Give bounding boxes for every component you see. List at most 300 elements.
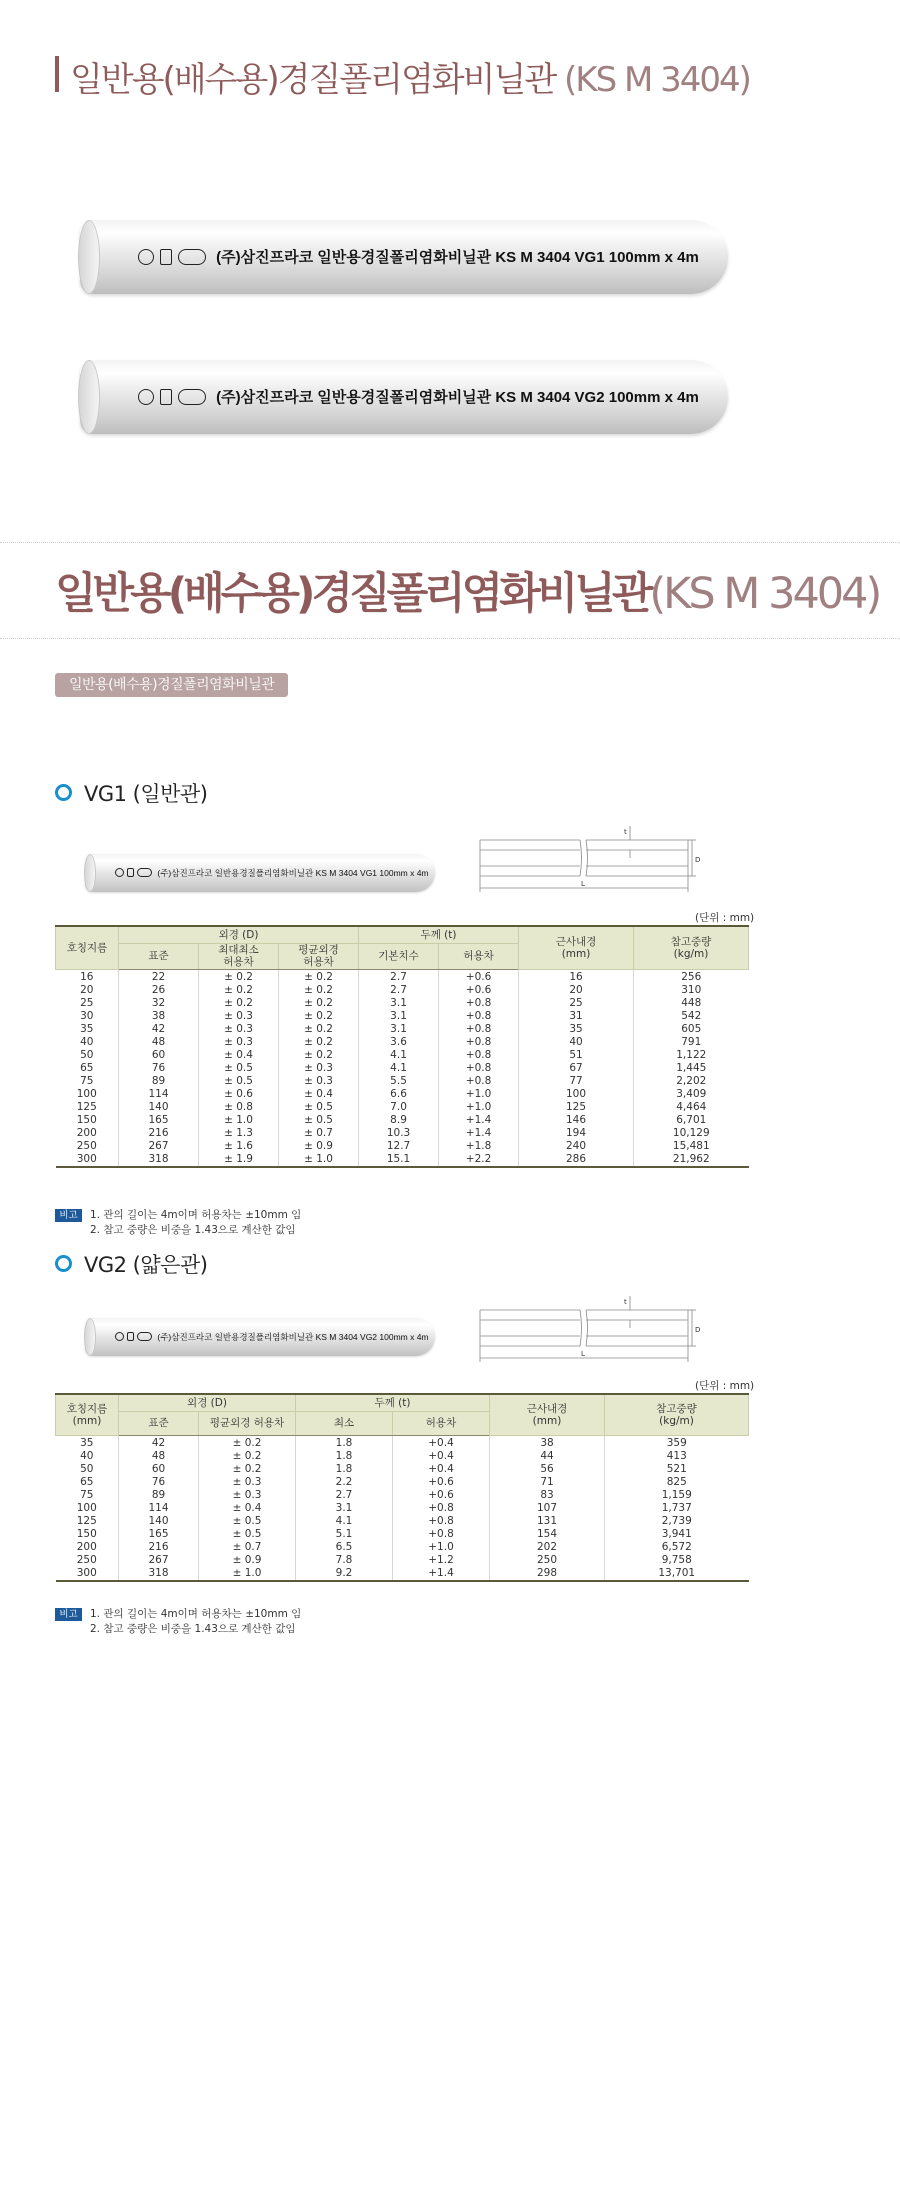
table-cell: +0.8 — [439, 1010, 519, 1023]
table-cell: 40 — [80, 1035, 94, 1048]
th-thickness: 두께 (t) — [296, 1394, 490, 1411]
table-cell: 48 — [119, 1036, 199, 1049]
table-cell: +0.8 — [393, 1502, 490, 1515]
table-cell: +1.2 — [393, 1554, 490, 1567]
cert-mark-icon — [115, 868, 124, 877]
table-cell: +0.4 — [393, 1450, 490, 1463]
table-cell: 20 — [519, 984, 634, 997]
table-cell: 300 — [56, 1567, 119, 1581]
table-cell: 65 — [80, 1475, 94, 1488]
drawing-label-d: D — [695, 1326, 701, 1334]
th-avg-od-tol: 평균외경 허용차 — [199, 1411, 296, 1435]
table-cell: 359 — [605, 1435, 749, 1450]
table-cell: 38 — [490, 1435, 605, 1450]
table-cell: +0.8 — [393, 1515, 490, 1528]
section-divider — [0, 542, 900, 543]
table-cell: 125 — [519, 1101, 634, 1114]
pipe-product: 일반용경질폴리염화비닐관 — [317, 249, 492, 266]
pipe-company: (주)삼진프라코 — [216, 249, 314, 266]
table-cell: 75 — [80, 1488, 94, 1501]
table-cell: 250 — [490, 1554, 605, 1567]
table-cell: +0.6 — [439, 984, 519, 997]
table-cell: 267 — [119, 1554, 199, 1567]
th-thickness: 두께 (t) — [359, 926, 519, 943]
table-cell: 8.9 — [359, 1114, 439, 1127]
table-cell: 521 — [605, 1463, 749, 1476]
th-inner-label: 근사내경 — [526, 1402, 568, 1415]
table-cell: 16 — [519, 969, 634, 984]
table-row — [56, 1450, 749, 1463]
table-cell: 448 — [634, 997, 749, 1010]
drawing-label-t: t — [624, 828, 627, 836]
th-max-min-tol: 최대최소 허용차 — [199, 943, 279, 969]
note-line-2: 2. 참고 중량은 비중을 1.43으로 계산한 값임 — [90, 1224, 296, 1236]
table-cell: 200 — [76, 1540, 97, 1553]
table-cell: 6.6 — [359, 1088, 439, 1101]
pipe-image-vg1 — [80, 220, 728, 294]
pipe-spec: KS M 3404 VG1 100mm x 4m — [495, 249, 699, 266]
table-cell: 100 — [519, 1088, 634, 1101]
table-cell: ± 0.2 — [279, 1010, 359, 1023]
table-cell: 3,409 — [634, 1088, 749, 1101]
table-cell: 107 — [490, 1502, 605, 1515]
table-cell: +0.6 — [393, 1489, 490, 1502]
table-cell: 4.1 — [296, 1515, 393, 1528]
table-cell: 605 — [634, 1023, 749, 1036]
table-cell: 76 — [119, 1476, 199, 1489]
cert-mark-icon — [138, 249, 154, 265]
pipe-company: (주)삼진프라코 — [216, 389, 314, 406]
table-cell: +1.4 — [439, 1114, 519, 1127]
table-cell: ± 0.3 — [279, 1075, 359, 1088]
table-cell: 15.1 — [359, 1153, 439, 1167]
pipe-product: 일반용경질폴리염화비닐관 — [214, 1332, 314, 1342]
table-cell: 1,122 — [634, 1049, 749, 1062]
spec-table-vg1 — [55, 925, 749, 1168]
table-cell: ± 0.5 — [199, 1062, 279, 1075]
drawing-label-l: L — [581, 1350, 585, 1358]
table-cell: 71 — [490, 1476, 605, 1489]
table-cell: 51 — [519, 1049, 634, 1062]
table-cell: 825 — [605, 1476, 749, 1489]
ks-mark-icon — [127, 1332, 134, 1341]
main-title — [55, 560, 879, 621]
table-cell: ± 0.3 — [199, 1489, 296, 1502]
table-cell: ± 1.3 — [199, 1127, 279, 1140]
table-cell: ± 0.3 — [199, 1023, 279, 1036]
pipe-company: (주)삼진프라코 — [157, 868, 213, 878]
table-cell: 200 — [76, 1126, 97, 1139]
table-cell: ± 0.3 — [199, 1010, 279, 1023]
table-cell: 216 — [119, 1541, 199, 1554]
table-row — [56, 1153, 749, 1167]
table-cell: 67 — [519, 1062, 634, 1075]
table-cell: ± 0.2 — [199, 984, 279, 997]
th-od: 외경 (D) — [119, 1394, 296, 1411]
table-cell: 100 — [76, 1501, 97, 1514]
spec-table-vg2 — [55, 1393, 749, 1582]
table-cell: 1,737 — [605, 1502, 749, 1515]
table-row — [56, 1541, 749, 1554]
table-cell: 3.1 — [359, 1023, 439, 1036]
pipe-print-vg1 — [138, 246, 699, 267]
company-logo-icon — [137, 868, 152, 877]
table-cell: 40 — [519, 1036, 634, 1049]
table-cell: ± 0.5 — [199, 1528, 296, 1541]
table-cell: 77 — [519, 1075, 634, 1088]
company-logo-icon — [178, 249, 206, 265]
table-cell: ± 1.9 — [199, 1153, 279, 1167]
table-cell: 40 — [80, 1449, 94, 1462]
table-cell: +0.6 — [439, 969, 519, 984]
cert-mark-icon — [115, 1332, 124, 1341]
drawing-label-l: L — [581, 880, 585, 888]
table-cell: 150 — [76, 1113, 97, 1126]
table-row — [56, 1567, 749, 1581]
pipe-print-small-vg2 — [115, 1331, 429, 1343]
table-cell: 114 — [119, 1502, 199, 1515]
table-cell: 2,739 — [605, 1515, 749, 1528]
table-row — [56, 1515, 749, 1528]
unit-label-vg1: (단위 : mm) — [695, 912, 755, 924]
table-cell: ± 0.2 — [199, 1463, 296, 1476]
th-inner — [519, 926, 634, 969]
table-cell: 32 — [119, 997, 199, 1010]
table-cell: 2.7 — [296, 1489, 393, 1502]
th-weight-unit: (kg/m) — [659, 1414, 694, 1427]
table-cell: ± 0.6 — [199, 1088, 279, 1101]
pipe-print-vg2 — [138, 386, 699, 407]
table-cell: ± 0.4 — [199, 1049, 279, 1062]
table-cell: 2.7 — [359, 969, 439, 984]
table-row — [56, 1127, 749, 1140]
table-row — [56, 1435, 749, 1450]
table-cell: 6,701 — [634, 1114, 749, 1127]
table-cell: 60 — [119, 1049, 199, 1062]
category-pill: 일반용(배수용)경질폴리염화비닐관 — [55, 673, 288, 697]
header-accent-bar — [55, 56, 59, 92]
note-badge-vg1: 비고 — [55, 1209, 82, 1222]
table-cell: 194 — [519, 1127, 634, 1140]
th-standard: 표준 — [119, 1411, 199, 1435]
table-cell: 31 — [519, 1010, 634, 1023]
table-cell: 3,941 — [605, 1528, 749, 1541]
table-cell: 10.3 — [359, 1127, 439, 1140]
pipe-spec: KS M 3404 VG2 100mm x 4m — [315, 1332, 429, 1342]
table-cell: ± 0.4 — [199, 1502, 296, 1515]
table-cell: ± 0.5 — [279, 1101, 359, 1114]
table-cell: +1.4 — [393, 1567, 490, 1581]
table-cell: 240 — [519, 1140, 634, 1153]
th-weight — [605, 1394, 749, 1435]
table-cell: ± 0.5 — [199, 1075, 279, 1088]
cert-mark-icon — [138, 389, 154, 405]
table-cell: ± 0.2 — [279, 969, 359, 984]
note-line-1: 1. 관의 길이는 4m이며 허용차는 ±10mm 임 — [90, 1608, 302, 1620]
table-cell: ± 1.0 — [279, 1153, 359, 1167]
table-cell: 89 — [119, 1489, 199, 1502]
table-cell: 216 — [119, 1127, 199, 1140]
table-cell: ± 0.3 — [199, 1036, 279, 1049]
table-cell: +0.8 — [439, 1062, 519, 1075]
ks-mark-icon — [160, 249, 172, 265]
table-cell: 146 — [519, 1114, 634, 1127]
table-cell: +0.6 — [393, 1476, 490, 1489]
table-cell: 542 — [634, 1010, 749, 1023]
table-cell: ± 0.2 — [199, 969, 279, 984]
table-cell: 56 — [490, 1463, 605, 1476]
ks-mark-icon — [160, 389, 172, 405]
table-cell: 300 — [56, 1153, 119, 1167]
th-nominal-unit: (mm) — [72, 1414, 102, 1427]
table-cell: +0.8 — [439, 1023, 519, 1036]
table-cell: 30 — [80, 1009, 94, 1022]
note-line-2: 2. 참고 중량은 비중을 1.43으로 계산한 값임 — [90, 1623, 296, 1635]
table-cell: 2.7 — [359, 984, 439, 997]
table-cell: ± 1.0 — [199, 1114, 279, 1127]
table-cell: 165 — [119, 1528, 199, 1541]
table-cell: ± 0.8 — [199, 1101, 279, 1114]
table-row — [56, 1476, 749, 1489]
table-row — [56, 1088, 749, 1101]
table-cell: 3.1 — [359, 997, 439, 1010]
table-cell: +0.8 — [439, 1075, 519, 1088]
th-weight — [634, 926, 749, 969]
table-cell: ± 0.2 — [199, 997, 279, 1010]
table-cell: 2.2 — [296, 1476, 393, 1489]
table-cell: 413 — [605, 1450, 749, 1463]
table-row — [56, 1489, 749, 1502]
table-cell: +1.0 — [393, 1541, 490, 1554]
table-cell: +0.8 — [439, 1036, 519, 1049]
table-cell: ± 0.2 — [279, 984, 359, 997]
table-row — [56, 1036, 749, 1049]
table-cell: 35 — [80, 1436, 94, 1449]
table-cell: 9,758 — [605, 1554, 749, 1567]
table-cell: ± 0.7 — [199, 1541, 296, 1554]
table-cell: 48 — [119, 1450, 199, 1463]
table-cell: ± 0.9 — [279, 1140, 359, 1153]
table-cell: 5.5 — [359, 1075, 439, 1088]
th-nominal-label: 호칭지름 — [66, 1402, 108, 1415]
company-logo-icon — [137, 1332, 152, 1341]
th-tol: 허용차 — [439, 943, 519, 969]
pipe-product: 일반용경질폴리염화비닐관 — [317, 389, 492, 406]
table-cell: 44 — [490, 1450, 605, 1463]
pipe-spec: KS M 3404 VG1 100mm x 4m — [315, 868, 429, 878]
table-cell: 6,572 — [605, 1541, 749, 1554]
table-cell: 1,159 — [605, 1489, 749, 1502]
table-cell: 76 — [119, 1062, 199, 1075]
table-cell: ± 0.2 — [199, 1435, 296, 1450]
table-cell: 1,445 — [634, 1062, 749, 1075]
table-cell: 125 — [76, 1514, 97, 1527]
table-cell: +0.4 — [393, 1435, 490, 1450]
pipe-company: (주)삼진프라코 — [157, 1332, 213, 1342]
table-cell: 25 — [80, 996, 94, 1009]
th-min: 최소 — [296, 1411, 393, 1435]
pipe-spec: KS M 3404 VG2 100mm x 4m — [495, 389, 699, 406]
table-cell: 7.0 — [359, 1101, 439, 1114]
main-title-text: 일반용(배수용)경질폴리염화비닐관 — [55, 569, 650, 619]
th-standard: 표준 — [119, 943, 199, 969]
unit-label-vg2: (단위 : mm) — [695, 1380, 755, 1392]
notes-vg2 — [90, 1607, 301, 1637]
table-cell: 256 — [634, 969, 749, 984]
table-cell: 150 — [76, 1527, 97, 1540]
table-cell: ± 1.0 — [199, 1567, 296, 1581]
table-cell: ± 0.2 — [279, 1036, 359, 1049]
drawing-label-t: t — [624, 1298, 627, 1306]
table-cell: +1.4 — [439, 1127, 519, 1140]
table-cell: 125 — [76, 1100, 97, 1113]
table-cell: 42 — [119, 1023, 199, 1036]
table-cell: ± 1.6 — [199, 1140, 279, 1153]
table-cell: 5.1 — [296, 1528, 393, 1541]
table-cell: +0.8 — [439, 1049, 519, 1062]
table-cell: 154 — [490, 1528, 605, 1541]
th-weight-unit: (kg/m) — [673, 947, 709, 960]
th-inner — [490, 1394, 605, 1435]
table-cell: 22 — [119, 969, 199, 984]
table-cell: +1.8 — [439, 1140, 519, 1153]
table-cell: 250 — [76, 1553, 97, 1566]
table-cell: 3.1 — [296, 1502, 393, 1515]
table-cell: 202 — [490, 1541, 605, 1554]
th-nominal: 호칭지름 — [56, 926, 119, 969]
company-logo-icon — [178, 389, 206, 405]
table-cell: 1.8 — [296, 1463, 393, 1476]
table-cell: 250 — [76, 1139, 97, 1152]
table-cell: 75 — [80, 1074, 94, 1087]
table-cell: ± 0.5 — [199, 1515, 296, 1528]
table-cell: +1.0 — [439, 1101, 519, 1114]
table-cell: 131 — [490, 1515, 605, 1528]
table-cell: 298 — [490, 1567, 605, 1581]
table-cell: 4,464 — [634, 1101, 749, 1114]
table-cell: 140 — [119, 1515, 199, 1528]
drawing-label-d: D — [695, 856, 701, 864]
table-cell: 60 — [119, 1463, 199, 1476]
table-row — [56, 969, 749, 984]
table-cell: 140 — [119, 1101, 199, 1114]
pipe-product: 일반용경질폴리염화비닐관 — [214, 868, 314, 878]
table-row — [56, 1075, 749, 1088]
section-title-vg2: VG2 (얇은관) — [84, 1253, 208, 1277]
section-ring-icon — [55, 784, 72, 801]
table-cell: 13,701 — [605, 1567, 749, 1581]
page-title-text: 일반용(배수용)경질폴리염화비닐관 — [70, 60, 556, 100]
table-cell: 267 — [119, 1140, 199, 1153]
table-cell: 791 — [634, 1036, 749, 1049]
table-cell: +2.2 — [439, 1153, 519, 1167]
table-cell: ± 0.5 — [279, 1114, 359, 1127]
th-nominal — [56, 1394, 119, 1435]
table-cell: 10,129 — [634, 1127, 749, 1140]
table-row — [56, 984, 749, 997]
table-cell: 100 — [76, 1087, 97, 1100]
notes-vg1 — [90, 1208, 301, 1238]
table-row — [56, 1049, 749, 1062]
table-cell: ± 0.4 — [279, 1088, 359, 1101]
table-cell: 35 — [80, 1022, 94, 1035]
table-cell: +0.8 — [393, 1528, 490, 1541]
table-cell: 15,481 — [634, 1140, 749, 1153]
th-inner-unit: (mm) — [561, 947, 591, 960]
table-cell: 20 — [80, 983, 94, 996]
th-avg-od-tol: 평균외경 허용차 — [279, 943, 359, 969]
table-row — [56, 1528, 749, 1541]
table-cell: 4.1 — [359, 1049, 439, 1062]
table-cell: 3.1 — [359, 1010, 439, 1023]
table-cell: 42 — [119, 1435, 199, 1450]
table-cell: 114 — [119, 1088, 199, 1101]
note-badge-vg2: 비고 — [55, 1608, 82, 1621]
table-row — [56, 997, 749, 1010]
table-cell: 65 — [80, 1061, 94, 1074]
table-cell: 50 — [80, 1048, 94, 1061]
table-cell: ± 0.3 — [279, 1062, 359, 1075]
pipe-dimension-drawing-vg2 — [478, 1292, 708, 1366]
table-cell: +0.8 — [439, 997, 519, 1010]
th-basic: 기본치수 — [359, 943, 439, 969]
table-row — [56, 1023, 749, 1036]
page-title-code: (KS M 3404) — [564, 60, 750, 100]
table-cell: ± 0.2 — [199, 1450, 296, 1463]
table-cell: 35 — [519, 1023, 634, 1036]
pipe-image-small-vg2 — [85, 1318, 435, 1356]
table-cell: 38 — [119, 1010, 199, 1023]
th-tol: 허용차 — [393, 1411, 490, 1435]
table-row — [56, 1554, 749, 1567]
table-cell: 3.6 — [359, 1036, 439, 1049]
th-weight-label: 참고중량 — [670, 935, 712, 948]
table-cell: 310 — [634, 984, 749, 997]
main-title-code: (KS M 3404) — [649, 569, 880, 619]
table-row — [56, 1140, 749, 1153]
pipe-image-vg2 — [80, 360, 728, 434]
table-row — [56, 1502, 749, 1515]
table-cell: 12.7 — [359, 1140, 439, 1153]
table-cell: 318 — [119, 1153, 199, 1167]
table-cell: 89 — [119, 1075, 199, 1088]
table-cell: 2,202 — [634, 1075, 749, 1088]
table-cell: 318 — [119, 1567, 199, 1581]
table-cell: 9.2 — [296, 1567, 393, 1581]
table-cell: 16 — [80, 970, 94, 983]
table-cell: 6.5 — [296, 1541, 393, 1554]
table-cell: 165 — [119, 1114, 199, 1127]
table-cell: 25 — [519, 997, 634, 1010]
th-weight-label: 참고중량 — [656, 1402, 697, 1415]
table-row — [56, 1010, 749, 1023]
pipe-dimension-drawing-vg1 — [478, 822, 708, 896]
table-row — [56, 1463, 749, 1476]
table-cell: 7.8 — [296, 1554, 393, 1567]
th-inner-unit: (mm) — [532, 1414, 562, 1427]
note-line-1: 1. 관의 길이는 4m이며 허용차는 ±10mm 임 — [90, 1209, 302, 1221]
table-cell: 83 — [490, 1489, 605, 1502]
table-row — [56, 1101, 749, 1114]
table-row — [56, 1062, 749, 1075]
table-cell: 1.8 — [296, 1435, 393, 1450]
table-cell: ± 0.2 — [279, 997, 359, 1010]
table-cell: ± 0.9 — [199, 1554, 296, 1567]
table-cell: ± 0.2 — [279, 1049, 359, 1062]
table-row — [56, 1114, 749, 1127]
table-cell: ± 0.2 — [279, 1023, 359, 1036]
table-cell: +1.0 — [439, 1088, 519, 1101]
